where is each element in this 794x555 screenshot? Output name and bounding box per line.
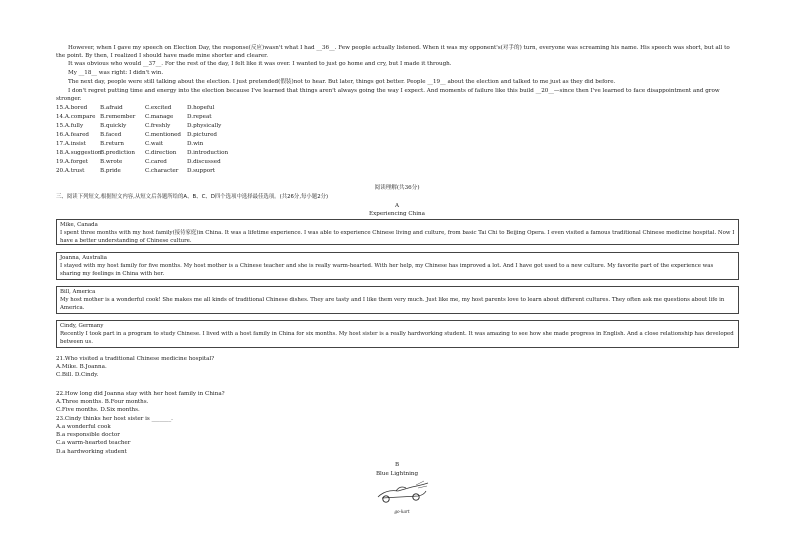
reading-heading: 阅读理解(共36分) xyxy=(374,185,420,191)
section-a-label: A xyxy=(394,203,400,209)
question-21-options-row-2: C.Bill. D.Cindy. xyxy=(56,372,99,378)
story-box-cindy xyxy=(56,320,739,348)
story-author: Mike, Canada xyxy=(60,222,98,228)
section-b-title: Blue Lightning xyxy=(375,471,419,477)
question-22-options-row-2: C.Five months. D.Six months. xyxy=(56,407,140,413)
option-row: 20.A.trust B.pride C.character D.support xyxy=(56,168,215,174)
question-23: 23.Cindy thinks her host sister is _______. xyxy=(56,416,173,422)
question-21: 21.Who visited a traditional Chinese medicine hospital? xyxy=(56,356,215,362)
question-21-options-row-1: A.Mike. B.Joanna. xyxy=(56,364,107,370)
cloze-paragraph-1: However, when I gave my speech on Election Day, the response(反应)wasn't what I had __36__. Few people actually listened. When it was my opponent's(对手的) turn, everyone was screaming his name. His speech was short, but all to the point. By then, I realized I should have made mine shorter and clearer. xyxy=(56,45,730,60)
go-kart-sketch-image xyxy=(372,479,432,509)
option-row: 16.A.feared B.faced C.mentioned D.pictured xyxy=(56,132,217,138)
reading-instruction: 三、阅读下列短文,根据短文内容,从短文后各题所给的A、B、C、D四个选项中选择最佳选项。(共26分,每小题2分) xyxy=(56,194,329,200)
story-box-mike xyxy=(56,219,739,245)
cloze-paragraph-3: My __18__ was right: I didn't win. xyxy=(68,70,164,76)
cloze-paragraph-5: I don't regret putting time and energy into the election because I've learned that things aren't always going the way I expect. And moments of failure like this build __20__—since then I've learned to face disappointment and grow stronger. xyxy=(56,88,720,103)
story-text: I stayed with my host family for five months. My host mother is a Chinese teacher and she is really warm-hearted. With her help, my Chinese has improved a lot. And I have got used to a new culture. My favorite part of the experience was sharing my feelings in China with her. xyxy=(60,263,714,278)
question-23-option-b: B.a responsible doctor xyxy=(56,432,120,438)
cloze-paragraph-2: It was obvious who would __37__. For the rest of the day, I felt like it was over. I wanted to just go home and cry, but I made it through. xyxy=(68,61,452,67)
option-row: 15.A.fully B.quickly C.freshly D.physically xyxy=(56,123,222,129)
question-22-options-row-1: A.Three months. B.Four months. xyxy=(56,399,149,405)
go-kart-caption: go-kart xyxy=(394,509,410,514)
option-row: 14.A.compare B.remember C.manage D.repeat xyxy=(56,114,212,120)
question-22: 22.How long did Joanna stay with her host family in China? xyxy=(56,391,225,397)
option-row: 17.A.insist B.return C.wait D.win xyxy=(56,141,204,147)
question-23-option-a: A.a wonderful cook xyxy=(56,424,111,430)
option-row: 15.A.bored B.afraid C.excited D.hopeful xyxy=(56,105,215,111)
story-text: My host mother is a wonderful cook! She makes me all kinds of traditional Chinese dishes. They are tasty and I like them very much. Just like me, my host parents love to learn about different cultures. They often ask me questions about life in America. xyxy=(60,297,725,312)
option-row: 18.A.suggestionB.prediction C.direction D.introduction xyxy=(56,150,229,156)
question-23-option-c: C.a warm-hearted teacher xyxy=(56,440,131,446)
story-author: Cindy, Germany xyxy=(60,323,104,329)
question-23-option-d: D.a hardworking student xyxy=(56,449,127,455)
story-box-bill xyxy=(56,286,739,314)
story-text: I spent three months with my host family(接待家庭)in China. It was a lifetime experience. I was able to experience Chinese living and culture, from basic Tai Chi to Beijing Opera. I even visited a famous traditional Chinese medicine hospital. Now I have a better understanding of Chinese culture. xyxy=(60,230,735,245)
section-b-label: B xyxy=(394,462,400,468)
story-text: Recently I took part in a program to study Chinese. I lived with a host family in China for six months. My host sister is a really hardworking student. It was amazing to see how she made progress in English. And a close relationship has developed between us. xyxy=(60,331,734,346)
section-a-title: Experiencing China xyxy=(369,211,425,217)
story-author: Joanna, Australia xyxy=(60,255,107,261)
story-box-joanna xyxy=(56,252,739,280)
cloze-paragraph-4: The next day, people were still talking about the election. I just pretended(假装)not to hear. But later, things got better. People __19__ about the election and talked to me just as they did before. xyxy=(68,79,616,85)
option-row: 19.A.forget B.wrote C.cared D.discussed xyxy=(56,159,221,165)
story-author: Bill, America xyxy=(60,289,96,295)
